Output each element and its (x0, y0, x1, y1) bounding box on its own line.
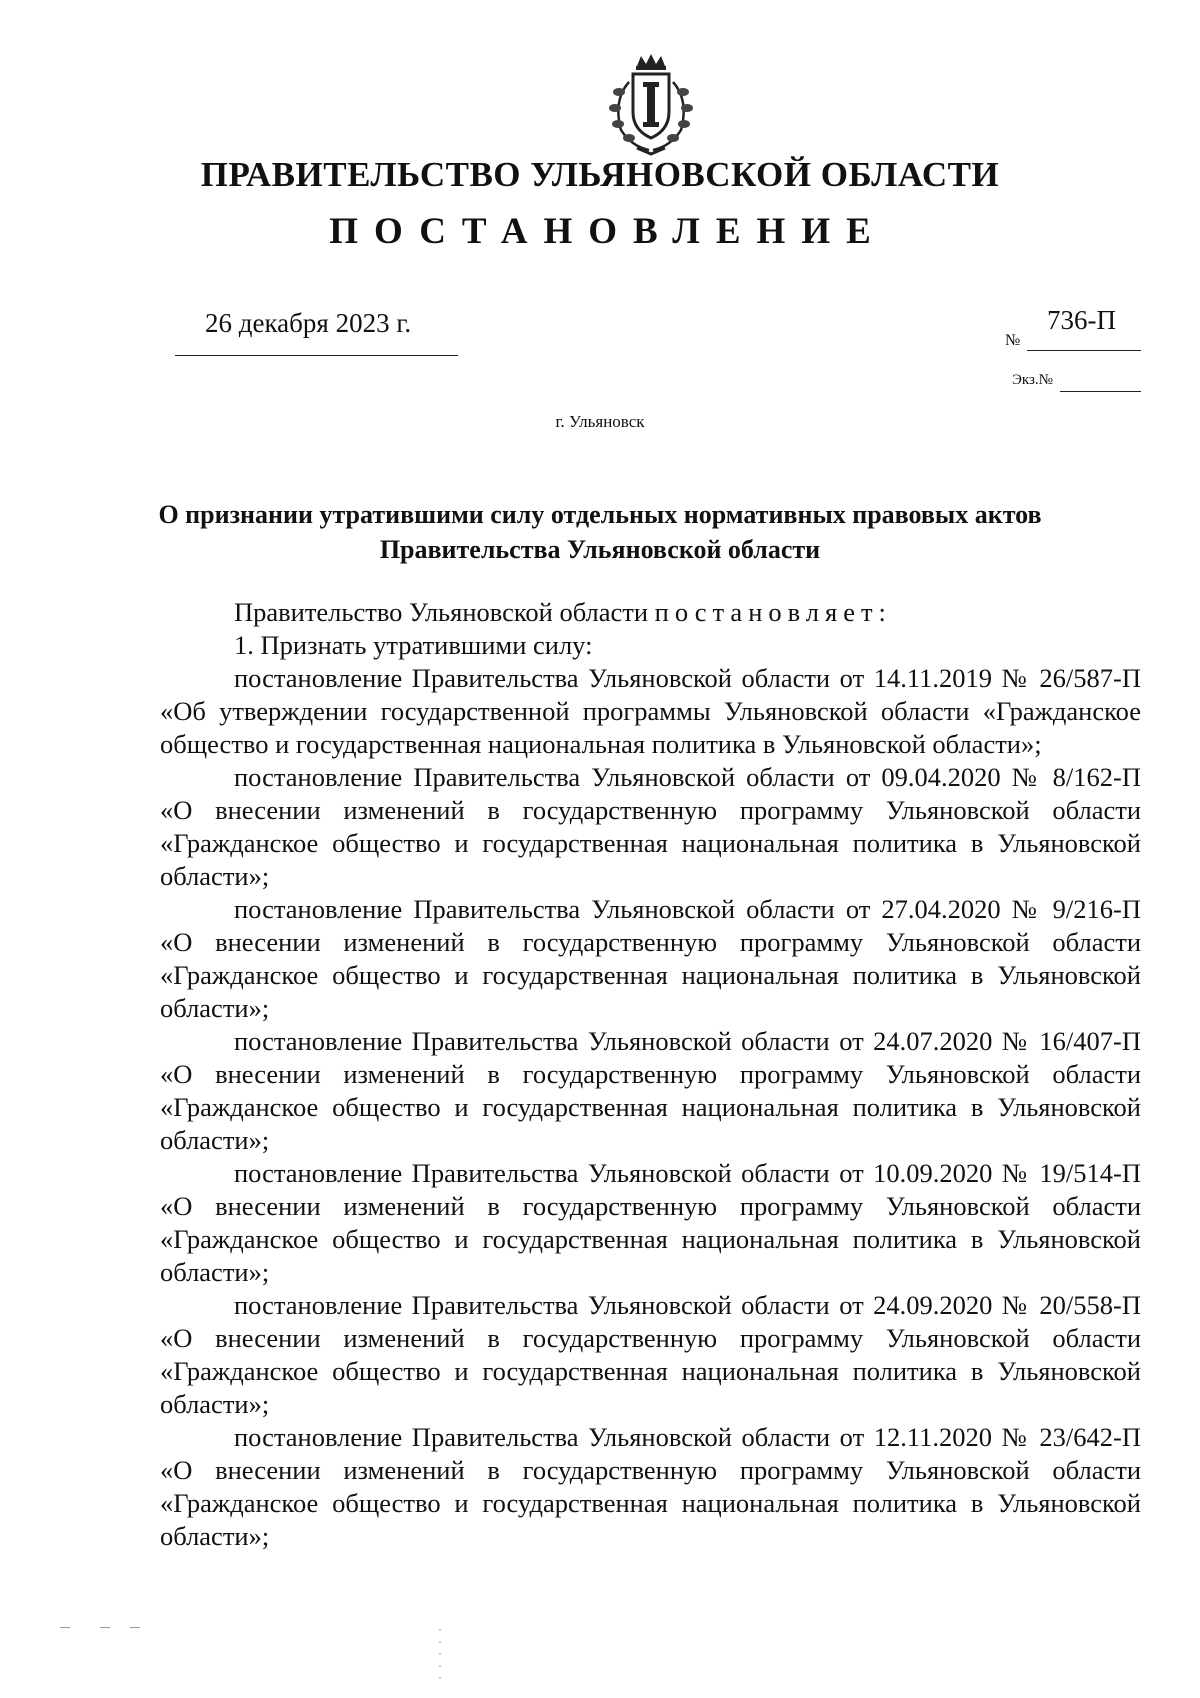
document-number: 736-П (1047, 305, 1116, 335)
coat-of-arms-icon (603, 52, 699, 156)
document-type: ПОСТАНОВЛЕНИЕ (329, 211, 887, 252)
subject-line-1: О признании утратившими силу отдельных нормативных правовых актов (158, 500, 1042, 529)
preamble-prefix: Правительство Ульяновской области (234, 597, 655, 627)
act-paragraph: постановление Правительства Ульяновской области от 14.11.2019 № 26/587-П «Об утверждении государственной программы Ульяновской области «Гражданское общество и государственная национальная политика в Ульяновской области»; (160, 663, 1141, 759)
document-subject (150, 497, 1050, 567)
number-sign: № (1005, 332, 1021, 349)
city-label: г. Ульяновск (555, 412, 645, 431)
subject-line-2: Правительства Ульяновской области (379, 535, 821, 564)
preamble (160, 596, 1141, 629)
scan-marks (60, 1627, 1140, 1687)
act-paragraph: постановление Правительства Ульяновской области от 24.09.2020 № 20/558-П «О внесении изменений в государственную программу Ульяновской области «Гражданское общество и государственная национальная политика в Ульяновской области»; (160, 1290, 1141, 1419)
copy-number-field (1012, 370, 1141, 392)
act-paragraph: постановление Правительства Ульяновской области от 12.11.2020 № 23/642-П «О внесении изменений в государственную программу Ульяновской области «Гражданское общество и государственная национальная политика в Ульяновской области»; (160, 1422, 1141, 1551)
document-body (160, 596, 1141, 1553)
item-1: 1. Признать утратившими силу: (234, 630, 593, 660)
preamble-verb: постановляет (654, 597, 879, 627)
number-underline (1027, 350, 1141, 351)
preamble-suffix: : (878, 597, 886, 627)
date-underline (175, 355, 458, 356)
copy-number-underline (1060, 391, 1141, 392)
act-paragraph: постановление Правительства Ульяновской области от 10.09.2020 № 19/514-П «О внесении изменений в государственную программу Ульяновской области «Гражданское общество и государственная национальная политика в Ульяновской области»; (160, 1158, 1141, 1287)
copy-number-label: Экз.№ (1012, 372, 1053, 388)
act-paragraph: постановление Правительства Ульяновской области от 27.04.2020 № 9/216-П «О внесении изменений в государственную программу Ульяновской области «Гражданское общество и государственная национальная политика в Ульяновской области»; (160, 894, 1141, 1023)
document-date: 26 декабря 2023 г. (205, 308, 412, 338)
number-field (1005, 305, 1141, 351)
date-field (175, 308, 458, 356)
act-paragraph: постановление Правительства Ульяновской области от 24.07.2020 № 16/407-П «О внесении изменений в государственную программу Ульяновской области «Гражданское общество и государственная национальная политика в Ульяновской области»; (160, 1026, 1141, 1155)
act-paragraph: постановление Правительства Ульяновской области от 09.04.2020 № 8/162-П «О внесении изменений в государственную программу Ульяновской области «Гражданское общество и государственная национальная политика в Ульяновской области»; (160, 762, 1141, 891)
government-title: ПРАВИТЕЛЬСТВО УЛЬЯНОВСКОЙ ОБЛАСТИ (200, 155, 1000, 194)
